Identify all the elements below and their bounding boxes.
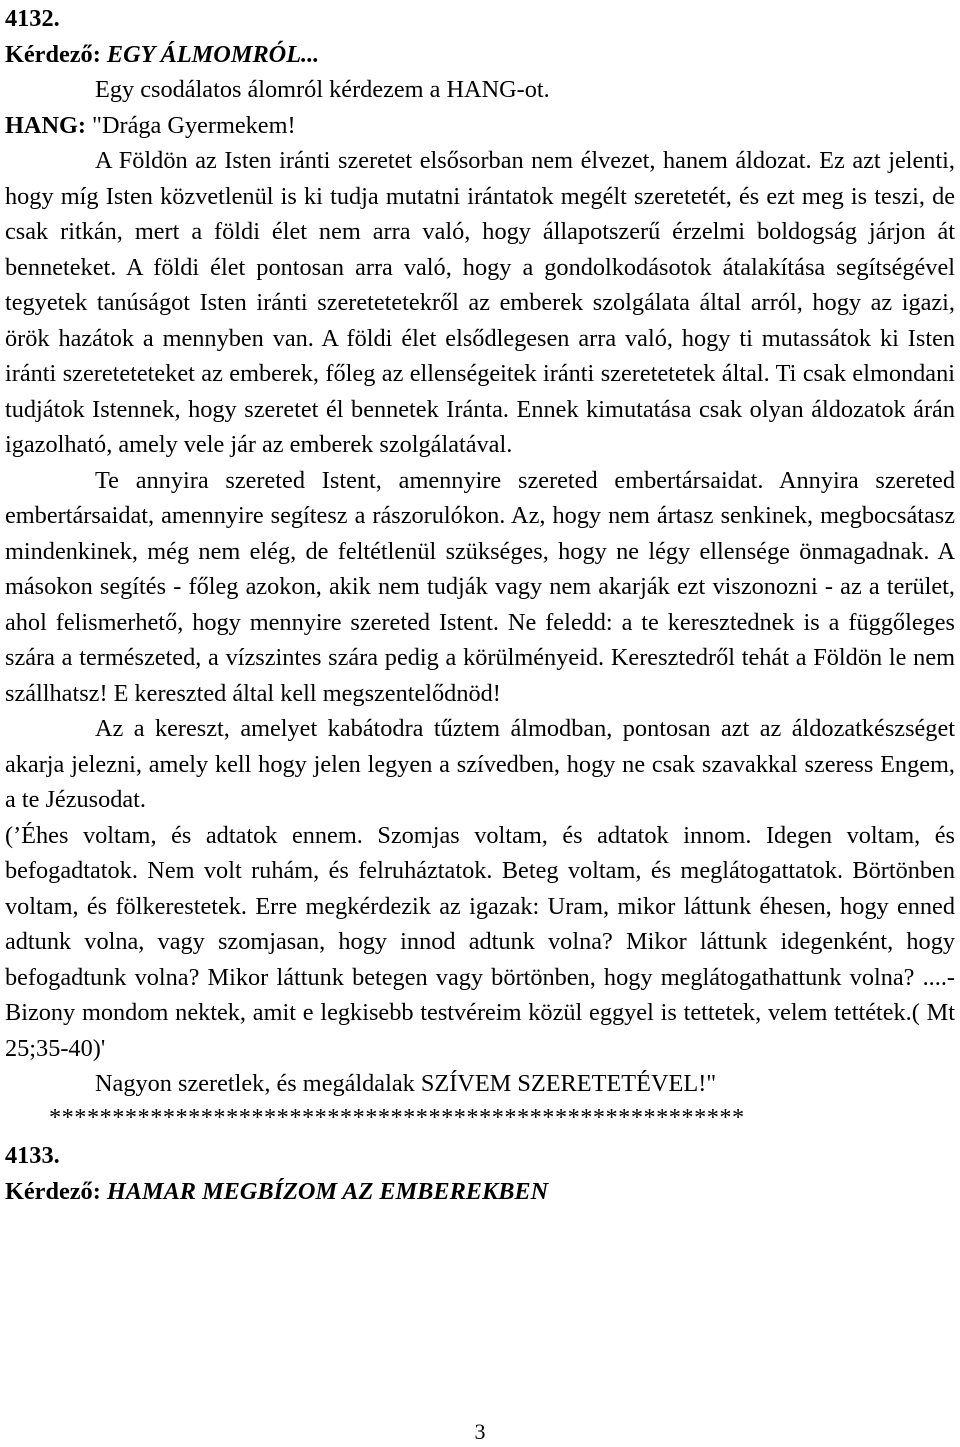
answer-paragraph-1: A Földön az Isten iránti szeretet elsősorban nem élvezet, hanem áldozat. Ez azt jelenti, hogy míg Isten közvetlenül is ki tudja mutatni irántatok megélt szeretetét, és ezt meg is teszi, de csak ritkán, mert a földi élet nem arra való, hogy állapotszerű érzelmi boldogság járjon át benneteket. A földi élet pontosan arra való, hogy a gondolkodásotok átalakítása segítségével tegyetek tanúságot Isten iránti szeretetetekről az emberek szolgálata által arról, hogy az igazi, örök hazátok a mennyben van. A földi élet elsődlegesen arra való, hogy ti mutassátok ki Isten iránti szereteteteket az emberek, főleg az ellenségeitek iránti szeretetetek által. Ti csak elmondani tudjátok Istennek, hogy szeretet él bennetek Iránta. Ennek kimutatása csak olyan áldozatok árán igazolható, amely vele jár az emberek szolgálatával.: [5, 147, 955, 458]
answer-heading: [5, 108, 955, 144]
asker-label-next: Kérdező:: [5, 1177, 101, 1205]
document-page: [5, 0, 955, 1209]
page-number: 3: [474, 1419, 486, 1444]
question-title-next: HAMAR MEGBÍZOM AZ EMBEREKBEN: [100, 1177, 549, 1205]
entry-number: 4132.: [5, 5, 60, 32]
answer-greeting: "Drága Gyermekem!: [85, 111, 296, 139]
hang-label: HANG:: [5, 111, 86, 139]
closing-blessing: Nagyon szeretlek, és megáldalak SZÍVEM SZERETETÉVEL!": [95, 1070, 717, 1097]
entry-number-next: 4133.: [5, 1142, 60, 1169]
answer-paragraph-2: Te annyira szereted Istent, amennyire szereted embertársaidat. Annyira szereted embertársaidat, amennyire segítesz a rászorulókon. Az, hogy nem ártasz senkinek, megbocsátasz mindenkinek, még nem elég, de feltétlenül szükséges, hogy ne légy ellensége önmagadnak. A másokon segítés - főleg azokon, akik nem tudják vagy nem akarják ezt viszonozni - az a terület, ahol felismerhető, hogy mennyire szereted Istent. Ne feledd: a te keresztednek is a függőleges szára a természeted, a vízszintes szára pedig a körülményeid. Keresztedről tehát a Földön le nem szállhatsz! E kereszted által kell megszentelődnöd!: [5, 466, 955, 707]
separator-line: *******************************************************: [49, 1103, 745, 1131]
answer-paragraph-3: Az a kereszt, amelyet kabátodra tűztem álmodban, pontosan azt az áldozatkészséget akarja jelezni, amely kell hogy jelen legyen a szívedben, hogy ne csak szavakkal szeress Engem, a te Jézusodat.: [5, 715, 955, 813]
question-text: Egy csodálatos álomról kérdezem a HANG-ot.: [95, 76, 550, 103]
asker-label: Kérdező:: [5, 40, 101, 68]
question-heading-next: [5, 1174, 955, 1210]
question-heading: [5, 37, 955, 73]
bible-quote-paragraph: (’Éhes voltam, és adtatok ennem. Szomjas voltam, és adtatok innom. Idegen voltam, és befogadtatok. Nem volt ruhám, és felruháztatok. Beteg voltam, és meglátogattatok. Börtönben voltam, és fölkerestetek. Erre megkérdezik az igazak: Uram, mikor láttunk éhesen, hogy enned adtunk volna, vagy szomjasan, hogy innod adtunk volna? Mikor láttunk idegenként, hogy befogadtunk volna? Mikor láttunk betegen vagy börtönben, hogy meglátogathattunk volna? ....- Bizony mondom nektek, amit e legkisebb testvéreim közül eggyel is tettetek, velem tettétek.( Mt 25;35-40)': [5, 821, 955, 1062]
question-title: EGY ÁLMOMRÓL...: [100, 40, 320, 68]
